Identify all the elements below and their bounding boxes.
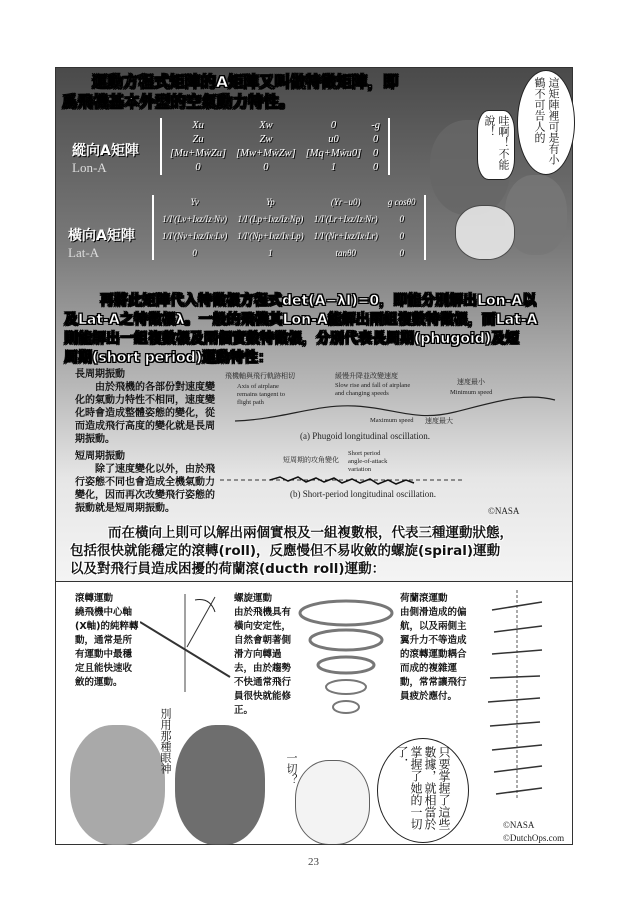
label: Maximum speed [370,417,414,424]
matrix-cell: u0 [328,134,339,145]
phugoid-caption: (a) Phugoid longitudinal oscillation. [300,431,430,441]
short-period-curve [220,474,465,486]
matrix-cell: 0 [192,248,197,258]
spiral-diagram [298,595,398,735]
lon-label-en: Lon-A [72,160,107,175]
roll-text: 繞飛機中心軸(X軸)的純粹轉動，通常是所有運動中最穩定且能快速收斂的運動。 [75,607,139,688]
roll-title: 滾轉運動 [75,593,114,604]
intro-line: 爲飛機基本外型的空氣動力特性。 [62,93,295,111]
matrix-cell: 1 [268,248,273,258]
matrix-cell: 0 [399,214,404,224]
lat-label-en: Lat-A [68,245,100,260]
dutch-roll-text: 由側滑造成的偏航，以及兩側主翼升力不等造成的滾轉運動耦合而成的複雜運動，常常讓飛行員疲於應付。 [400,607,467,702]
matrix-cell: [Mw+MẇZw] [236,148,296,159]
para-line: 包括很快就能穩定的滾轉(roll)，反應慢但不易收斂的螺旋(spiral)運動 [70,543,501,559]
bear-mascot [295,760,370,845]
label: 速度最小 [457,378,485,386]
nasa-credit: ©NASA [503,820,535,830]
spiral-section [234,592,294,718]
spiral-text: 由於飛機具有橫向安定性，自然會朝著側滑方向轉過去，由於趨勢不快通常飛行員很快就能修正。 [234,607,292,716]
matrix-cell: Zu [192,134,204,145]
label: 緩慢升降並改變速度 [335,372,398,380]
matrix-cell: Yp [266,197,275,207]
short-period-section [75,450,217,515]
lat-label-zh: 橫向A矩陣 [68,228,135,244]
eigen-paragraph [64,292,569,368]
speech-text: 這矩陣裡可是有小鶴不可告人的 [533,76,560,165]
intro-line: 運動方程式矩陣的A矩陣又叫做特徵矩陣，即 [92,73,399,91]
spiral-title: 螺旋運動 [234,593,273,604]
label: 短周期的攻角變化 [283,456,339,464]
matrix-cell: 1/I′(Np+Ixz/Ix·Lp) [237,231,304,241]
matrix-cell: 1/I′(Lr+Ixz/Iz·Nr) [313,214,378,224]
matrix-cell: 0 [195,162,201,173]
matrix-cell: Zw [259,134,273,145]
label: Slow rise and fall of airplane and changing speeds [335,382,411,397]
matrix-cell: 0 [372,148,379,159]
matrix-cell: 0 [372,134,379,145]
lateral-paragraph [70,524,575,578]
bear-mascot [455,205,515,260]
speech-bubble [377,738,469,843]
label: 飛機軸與飛行軌跡相切 [225,372,295,380]
lon-matrix [160,118,390,175]
dutch-roll-diagram [482,590,552,800]
page-number: 23 [308,856,319,868]
matrix-cell: 0 [399,248,404,258]
dutch-roll-title: 荷蘭滾運動 [400,593,448,604]
label: Minimum speed [450,389,493,396]
matrix-cell: 0 [372,162,379,173]
para-line: 以及對飛行員造成困擾的荷蘭滾(ducth roll)運動： [70,561,386,577]
label: Axis of airplane remains tangent to flight path [237,383,286,406]
lon-label [72,140,139,176]
speech-text: 哇啊！不能說！ [483,115,510,170]
matrix-cell: 1/I′(Nv+Ixz/Ix·Lv) [162,231,228,241]
matrix-cell: (Yr−u0) [330,197,361,207]
matrix-cell: -g [371,120,380,131]
dutch-roll-section [400,592,475,704]
speech-text: 別用那種眼神 [159,708,172,774]
matrix-cell: tanθ0 [335,248,356,258]
label: Short period angle-of-attack variation [348,450,388,473]
phugoid-text: 由於飛機的各部份對速度變化的氣動力特性不相同，速度變化時會造成整體姿態的變化，從而造成飛行高度的變化就是長周期振動。 [75,382,215,445]
dutchops-credit: ©DutchOps.com [503,833,565,843]
short-period-caption: (b) Short-period longitudinal oscillation. [290,489,436,499]
matrix-cell: Xu [192,120,204,131]
matrix-cell: 1/I′(Lv+Ixz/Iz·Nv) [162,214,228,224]
short-period-text: 除了速度變化以外，由於飛行姿態不同也會造成全機氣動力變化，因而再次改變飛行姿態的振動就是短周期振動。 [75,464,215,514]
matrix-cell: Yv [190,197,199,207]
matrix-cell: [Mq+Mẇu0] [305,148,362,159]
speech-text: 只要掌握了這些數據，就相當於掌握了她的一切了． [395,745,451,830]
lat-label [68,225,135,261]
para-line: 而在橫向上則可以解出兩個實根及一組複數根，代表三種運動狀態， [108,525,513,541]
speech-bubble [517,70,575,175]
speech-bubble [477,110,515,180]
matrix-cell: 1/I′(Lp+Ixz/Iz·Np) [237,214,304,224]
para-line: 及Lat-A之特徵根λ。一般的飛機其Lon-A能解出兩組複數特徵根，而Lat-A [64,312,538,328]
matrix-cell: [Mu+MẇZu] [170,148,227,159]
phugoid-section [75,368,217,446]
phugoid-title: 長周期振動 [75,369,125,380]
character-illustration [175,725,265,845]
lon-label-zh: 縱向A矩陣 [72,143,139,159]
roll-section [75,592,141,690]
matrix-cell: 1/I′(Nr+Ixz/Ix·Lr) [313,231,378,241]
para-line: 周期(short period)運動特性： [64,350,273,366]
para-line: 則能解出一組複數根及兩個實數特徵根，分別代表長周期(phugoid)及短 [64,331,520,347]
matrix-cell: 0 [330,120,337,131]
character-illustration [505,175,567,255]
matrix-cell: 0 [263,162,269,173]
matrix-cell: 1 [330,162,337,173]
lat-matrix [152,195,426,260]
matrix-cell: 0 [399,231,404,241]
label: 速度最大 [425,417,453,425]
speech-text: 一切？ [285,752,298,785]
character-illustration [70,725,165,845]
matrix-cell: Xw [259,120,273,131]
intro-text [62,72,422,112]
para-line: 再將此矩陣代入特徵根方程式det(A−λI)=0，即能分別解出Lon-A以 [100,293,537,309]
short-period-title: 短周期振動 [75,451,125,462]
matrix-cell: g cosθ0 [387,197,416,207]
nasa-credit: ©NASA [488,506,520,516]
roll-diagram [140,592,235,692]
